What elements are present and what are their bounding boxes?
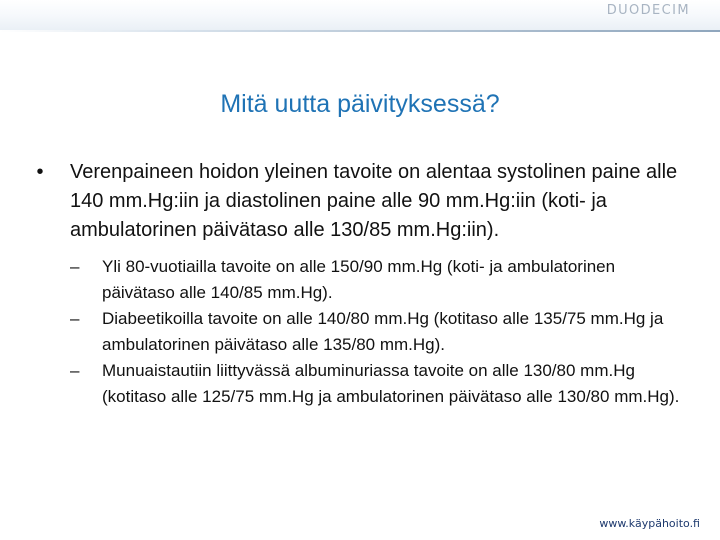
sub-bullet-item (30, 306, 690, 358)
slide-title: Mitä uutta päivityksessä? (220, 90, 500, 118)
sub-bullet-marker: – (70, 361, 80, 380)
bullet-item (30, 158, 690, 245)
sub-bullet-marker: – (70, 309, 80, 328)
slide-content (30, 158, 690, 410)
footer-url-link[interactable]: www.käypähoito.fi (599, 517, 700, 530)
header-divider (0, 30, 720, 32)
bullet-marker: • (36, 161, 44, 183)
sub-bullet-item (30, 254, 690, 306)
sub-bullet-marker: – (70, 257, 80, 276)
sub-bullet-text: Munuaistautiin liittyvässä albuminuriassa tavoite on alle 130/80 mm.Hg (kotitaso alle 125/75 mm.Hg ja ambulatorinen päivätaso alle 130/80 mm.Hg). (102, 361, 680, 406)
bullet-text: Verenpaineen hoidon yleinen tavoite on alentaa systolinen paine alle 140 mm.Hg:iin ja diastolinen paine alle 90 mm.Hg:iin (koti- ja ambulatorinen päivätaso alle 130/85 mm.Hg:iin). (70, 161, 678, 241)
sub-bullet-item (30, 358, 690, 410)
sub-bullet-text: Diabeetikoilla tavoite on alle 140/80 mm.Hg (kotitaso alle 135/75 mm.Hg ja ambulatorinen päivätaso alle 135/80 mm.Hg). (102, 309, 664, 354)
brand-logo: DUODECIM (606, 3, 690, 18)
sub-bullet-list (30, 254, 690, 410)
sub-bullet-text: Yli 80-vuotiailla tavoite on alle 150/90 mm.Hg (koti- ja ambulatorinen päivätaso alle 140/85 mm.Hg). (102, 257, 616, 302)
